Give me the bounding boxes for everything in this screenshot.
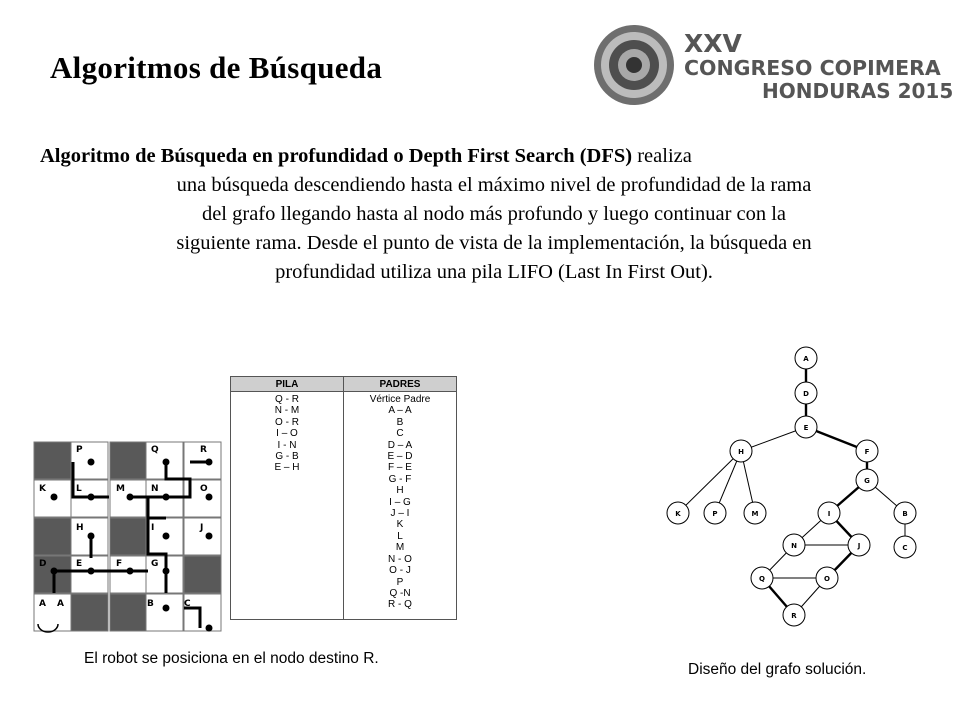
grid-node-label: P — [76, 445, 83, 455]
graph-node-label: M — [751, 510, 759, 518]
copimera-logo — [592, 22, 954, 108]
body-lead: Algoritmo de Búsqueda en profundidad o Depth First Search (DFS) — [40, 145, 633, 167]
graph-node — [894, 536, 916, 558]
body-line-1-rest: realiza — [632, 145, 692, 167]
grid-cell — [110, 442, 147, 479]
graph-node — [744, 502, 766, 524]
graph-node — [783, 534, 805, 556]
pila-entry: Q - R — [275, 394, 299, 405]
graph-node-label: J — [857, 542, 861, 550]
padres-entry: P — [396, 576, 404, 588]
pila-entry: I – O — [276, 428, 298, 440]
pila-entry: I - N — [277, 439, 297, 451]
grid-cell — [110, 594, 147, 631]
grid-node-label: O — [200, 484, 208, 494]
padres-entry: H — [396, 485, 404, 497]
grid-node-label: A — [57, 599, 64, 609]
grid-node-label: D — [39, 559, 47, 569]
graph-node — [816, 567, 838, 589]
graph-node — [667, 502, 689, 524]
graph-node — [848, 534, 870, 556]
solution-graph-figure — [655, 340, 925, 640]
grid-node-label: E — [76, 559, 83, 569]
padres-entry: G - F — [388, 473, 412, 485]
body-line-2: una búsqueda descendiendo hasta el máximo nivel de profundidad de la rama — [176, 174, 812, 196]
padres-subheader: Vértice Padre — [369, 394, 431, 405]
pila-entry: O - R — [275, 416, 299, 428]
grid-node-label: F — [116, 559, 123, 569]
grid-node-label: C — [184, 599, 191, 609]
padres-entry: J – I — [390, 508, 410, 520]
body-line-1 — [40, 142, 920, 171]
grid-node-label: I — [151, 523, 155, 533]
graph-node — [795, 382, 817, 404]
grid-node-label: L — [76, 484, 82, 494]
padres-entry: F – E — [388, 462, 412, 474]
padres-column — [344, 392, 457, 620]
padres-entry: R - Q — [388, 599, 412, 611]
graph-node — [704, 502, 726, 524]
graph-node-label: Q — [759, 575, 765, 583]
body-line-3: del grafo llegando hasta al nodo más profundo y luego continuar con la — [201, 203, 787, 225]
pila-entry: N - M — [274, 405, 300, 417]
stack-table — [230, 376, 457, 620]
pila-entry: E – H — [274, 462, 300, 474]
logo-line3: HONDURAS 2015 — [762, 79, 954, 103]
graph-node-label: F — [864, 448, 870, 456]
graph-node — [856, 469, 878, 491]
grid-node-label: M — [116, 484, 125, 494]
padres-entry: D – A — [387, 439, 413, 451]
padres-entry: A – A — [388, 405, 412, 417]
graph-node — [783, 604, 805, 626]
logo-line2: CONGRESO COPIMERA — [684, 56, 941, 80]
pila-column — [231, 392, 344, 620]
grid-node-label: R — [200, 445, 207, 455]
graph-node-label: C — [902, 544, 908, 552]
caption-left: El robot se posiciona en el nodo destino R. — [84, 650, 379, 667]
table-header-pila: PILA — [231, 377, 344, 392]
graph-node-label: O — [824, 575, 830, 583]
grid-node-label: N — [151, 484, 159, 494]
graph-node — [894, 502, 916, 524]
grid-cell — [110, 518, 147, 555]
caption-right: Diseño del grafo solución. — [688, 661, 867, 678]
slide-title: Algoritmos de Búsqueda — [50, 50, 383, 85]
grid-node-label: K — [39, 484, 46, 494]
padres-entry: M — [395, 542, 405, 554]
table-header-padres: PADRES — [344, 377, 457, 392]
padres-entry: K — [396, 519, 404, 531]
graph-node-label: N — [791, 542, 797, 550]
robot-grid-figure — [30, 438, 226, 636]
graph-node — [818, 502, 840, 524]
graph-node-label: R — [791, 612, 797, 620]
grid-cell — [34, 518, 71, 555]
grid-cell — [184, 556, 221, 593]
grid-node-label: J — [200, 523, 204, 533]
padres-entry: Q -N — [389, 587, 411, 599]
grid-node-label: B — [147, 599, 154, 609]
graph-node-label: G — [864, 477, 870, 485]
graph-node-label: D — [803, 390, 809, 398]
body-paragraph — [40, 142, 920, 287]
graph-node-label: I — [827, 510, 831, 518]
graph-node — [751, 567, 773, 589]
grid-node-label: A — [39, 599, 46, 609]
graph-node-label: A — [803, 355, 809, 363]
graph-node — [856, 440, 878, 462]
body-line-4: siguiente rama. Desde el punto de vista de la implementación, la búsqueda en — [176, 232, 812, 254]
body-line-5: profundidad utiliza una pila LIFO (Last In First Out). — [275, 261, 713, 283]
grid-node-label: H — [76, 523, 84, 533]
grid-node-label: G — [151, 559, 159, 569]
logo-line1: XXV — [684, 29, 742, 58]
pila-entry: G - B — [275, 451, 299, 463]
grid-node-label: Q — [151, 445, 159, 455]
padres-entry: E – D — [387, 451, 413, 463]
graph-node-label: H — [738, 448, 744, 456]
seal-icon — [594, 25, 674, 105]
graph-node-label: B — [902, 510, 908, 518]
padres-entry: O - J — [389, 565, 411, 577]
graph-node — [730, 440, 752, 462]
graph-node — [795, 347, 817, 369]
graph-node-label: K — [675, 510, 681, 518]
graph-node-label: P — [712, 510, 718, 518]
padres-entry: L — [397, 530, 403, 542]
padres-entry: I – G — [389, 496, 411, 508]
grid-cell — [34, 442, 71, 479]
graph-node-label: E — [803, 424, 809, 432]
grid-cell — [71, 594, 108, 631]
padres-entry: B — [396, 416, 404, 428]
padres-entry: N - O — [388, 553, 412, 565]
graph-node — [795, 416, 817, 438]
padres-entry: C — [396, 428, 404, 440]
